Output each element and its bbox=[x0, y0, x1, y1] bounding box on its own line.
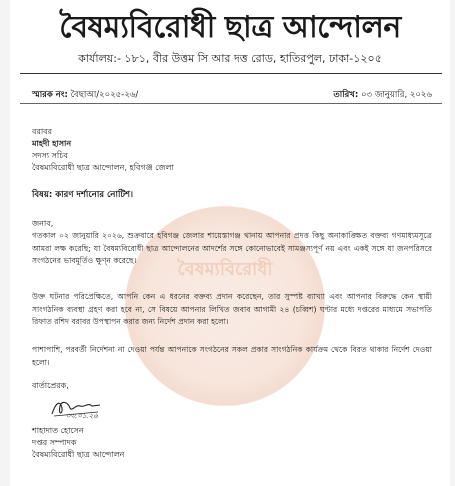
sender-name: শাহাদাত হোসেন bbox=[32, 426, 84, 435]
meta-divider bbox=[20, 103, 442, 104]
sender-role: দপ্তর সম্পাদক bbox=[32, 438, 77, 447]
date-value: ০৩ জানুয়ারি, ২০২৬ bbox=[361, 90, 432, 100]
watermark-text: বৈষম্যবিরোধী bbox=[177, 259, 273, 280]
right-margin bbox=[450, 0, 455, 486]
organization-title: বৈষম্যবিরোধী ছাত্র আন্দোলন bbox=[59, 10, 401, 45]
signature-date: ০৩.০১.২৬ bbox=[66, 412, 98, 420]
subject-line bbox=[32, 188, 133, 202]
reference-label: স্মারক নং: bbox=[32, 90, 68, 100]
recipient-role: সদস্য সচিব bbox=[32, 151, 68, 160]
reference-number bbox=[32, 88, 138, 102]
header-divider bbox=[20, 73, 442, 74]
recipient-org: বৈষম্যবিরোধী ছাত্র আন্দোলন, হবিগঞ্জ জেলা bbox=[32, 163, 174, 172]
paragraph-2: উক্ত ঘটনার পরিপ্রেক্ষিতে, আপনি কেন এ ধরনের বক্তব্য প্রদান করেছেন, তার সুস্পষ্ট ব্যাখ্যা এবং আপনার বিরুদ্ধে কেন স্থায়ী সাংগঠনিক ব্যবস্থা গ্রহণ করা হবে না, সে বিষয়ে আপনার লিখিত জবাব আগামী ২৪ (চব্বিশ) ঘণ্টার মধ্যে দপ্তরের মাধ্যমে সভাপতি রিফাত রশিদ বরাবর উপস্থাপন করার জন্য নির্দেশ প্রদান করা হলো। bbox=[32, 292, 432, 326]
sender-org: বৈষম্যবিরোধী ছাত্র আন্দোলন bbox=[32, 450, 125, 459]
recipient-to: বরাবর bbox=[32, 127, 53, 136]
paragraph-1: গতকাল ০২ জানুয়ারি ২০২৬, শুক্রবারে হবিগঞ্জ জেলার শায়েস্তাগঞ্জ থানায় আপনার প্রদত্ত কিছু অনাকাঙ্ক্ষিত বক্তব্য গণমাধ্যমসূত্রে আমরা লক্ষ করেছি; যা বৈষম্যবিরোধী ছাত্র আন্দোলনের আদর্শের সঙ্গে কোনোভাবেই সামঞ্জস্যপূর্ণ নয় এবং একই সঙ্গে যা জনপরিসরে সংগঠনের ভাবমূর্তিও ক্ষুণ্ন করেছে। bbox=[32, 231, 432, 265]
salutation: জনাব, bbox=[32, 219, 54, 228]
letter-date bbox=[333, 88, 432, 102]
subject-text: কারণ দর্শানোর নোটিশ। bbox=[55, 190, 134, 200]
date-label: তারিখ: bbox=[333, 90, 359, 100]
letter-page bbox=[10, 0, 450, 486]
reference-value: বৈছাআ/২০২৫-২৬/ bbox=[70, 90, 139, 100]
office-address: কার্যালয়:- ১৮১, বীর উত্তম সি আর দত্ত রোড, হাতিরপুল, ঢাকা-১২০৫ bbox=[78, 52, 382, 65]
subject-label: বিষয়: bbox=[32, 190, 53, 200]
left-margin bbox=[0, 0, 10, 486]
paragraph-3: পাশাপাশি, পরবর্তী নির্দেশনা না দেওয়া পর্যন্ত আপনাকে সংগঠনের সকল প্রকার সাংগঠনিক কার্যক্রম থেকে বিরত থাকার নির্দেশ দেওয়া হলো। bbox=[32, 345, 432, 367]
recipient-name: মাহদী হাসান bbox=[32, 139, 72, 148]
sender-label: বার্তাপ্রেরক, bbox=[32, 381, 69, 390]
